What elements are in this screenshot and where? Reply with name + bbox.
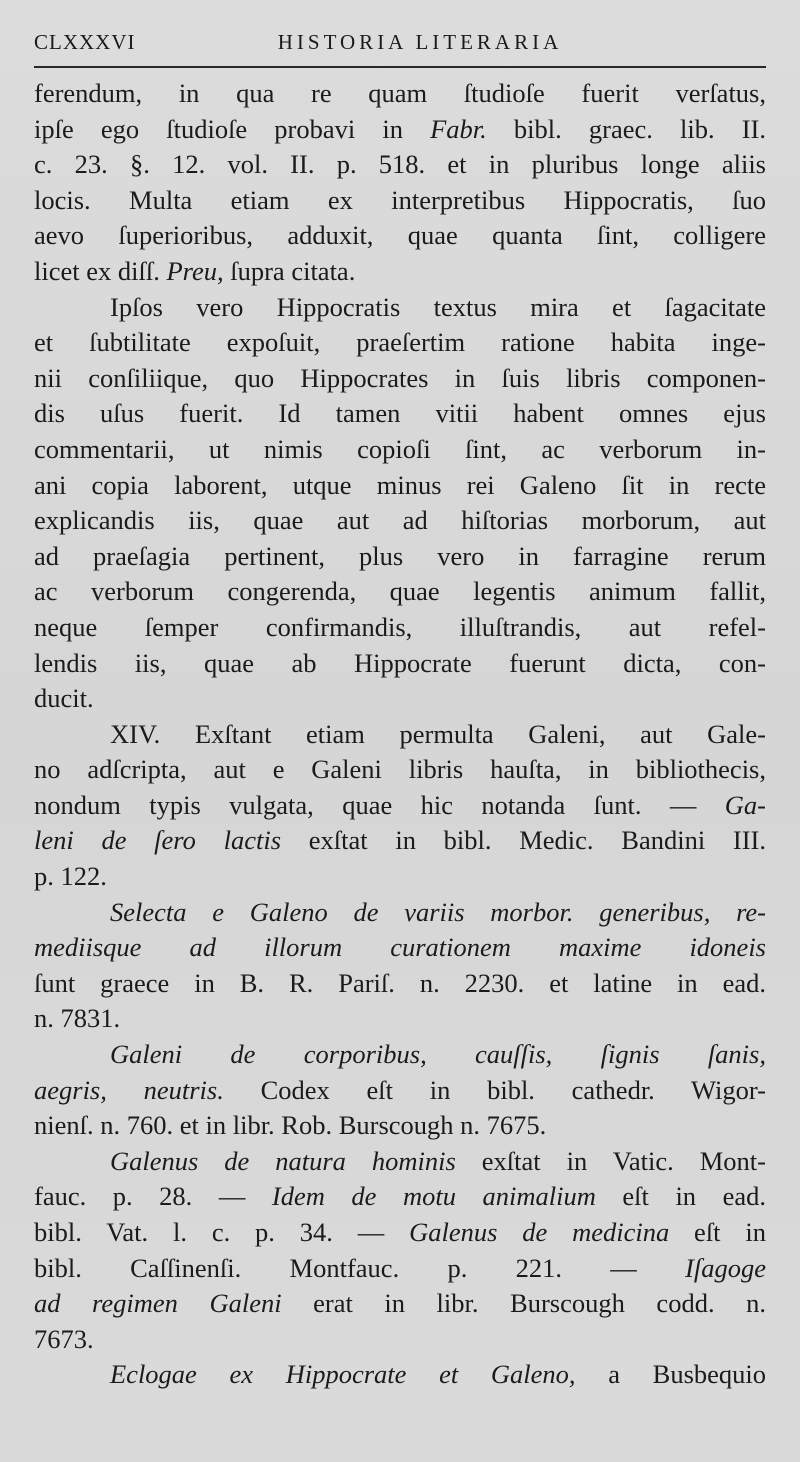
- text-segment: nienſ. n. 760. et in libr. Rob. Burscough n. 7675.: [34, 1110, 547, 1141]
- text-segment: lendis iis, quae ab Hippocrate fuerunt dicta, con-: [34, 647, 766, 678]
- italic-text: Galenus de medicina: [409, 1217, 670, 1247]
- text-line: [34, 218, 766, 254]
- italic-text: aegris, neutris.: [34, 1074, 224, 1105]
- text-line: [34, 823, 766, 859]
- text-segment: aevo ſuperioribus, adduxit, quae quanta ſint, colligere: [34, 220, 766, 251]
- text-line: [34, 1001, 766, 1037]
- text-segment: XIV. Exſtant etiam permulta Galeni, aut Gale-: [110, 718, 766, 749]
- text-segment: dis uſus fuerit. Id tamen vitii habent omnes ejus: [34, 398, 766, 429]
- italic-text: Preu,: [166, 255, 224, 286]
- italic-text: Selecta e Galeno de variis morbor. generibus, re-: [110, 896, 766, 927]
- text-line: [34, 76, 766, 112]
- text-segment: erat in libr. Burscough codd. n.: [281, 1288, 766, 1319]
- text-line: [34, 539, 766, 575]
- text-line: [34, 1037, 766, 1073]
- text-segment: Ipſos vero Hippocratis textus mira et ſagacitate: [110, 291, 766, 322]
- text-line: [34, 788, 766, 824]
- text-segment: commentarii, ut nimis copioſi ſint, ac verborum in-: [34, 433, 766, 464]
- italic-text: ad regimen Galeni: [34, 1288, 282, 1319]
- text-line: [34, 752, 766, 788]
- text-segment: ipſe ego ſtudioſe probavi in: [34, 113, 431, 144]
- text-line: [34, 1144, 766, 1180]
- text-segment: locis. Multa etiam ex interpretibus Hippocratis, ſuo: [34, 184, 766, 215]
- text-segment: neque ſemper confirmandis, illuſtrandis, aut refel-: [34, 611, 766, 642]
- italic-text: mediisque ad illorum curationem maxime idoneis: [34, 932, 766, 963]
- text-line: [34, 254, 766, 290]
- text-line: [34, 1251, 766, 1287]
- text-line: [34, 930, 766, 966]
- text-segment: ſupra citata.: [223, 255, 356, 286]
- text-line: [34, 1357, 766, 1393]
- text-segment: bibl. Vat. l. c. p. 34. —: [34, 1217, 410, 1247]
- text-line: [34, 895, 766, 931]
- body-text: [34, 76, 766, 1393]
- text-segment: 7673.: [34, 1323, 94, 1354]
- text-segment: licet ex diſſ.: [34, 255, 167, 286]
- text-segment: bibl. Caſſinenſi. Montfauc. p. 221. —: [34, 1252, 686, 1283]
- text-line: [34, 681, 766, 717]
- text-line: [34, 112, 766, 148]
- text-line: [34, 468, 766, 504]
- text-segment: n. 7831.: [34, 1003, 121, 1034]
- page-number: CLXXXVI: [34, 30, 136, 54]
- text-segment: ac verborum congerenda, quae legentis animum fallit,: [34, 576, 766, 607]
- text-line: [34, 859, 766, 895]
- text-segment: nondum typis vulgata, quae hic notanda ſunt. —: [34, 789, 725, 820]
- italic-text: Iſagoge: [685, 1252, 766, 1283]
- text-line: [34, 1179, 766, 1215]
- text-segment: et ſubtilitate expoſuit, praeſertim ratione habita inge-: [34, 327, 766, 358]
- text-line: [34, 396, 766, 432]
- text-line: [34, 1322, 766, 1358]
- text-line: [34, 503, 766, 539]
- text-line: [34, 147, 766, 183]
- text-line: [34, 610, 766, 646]
- text-line: [34, 574, 766, 610]
- text-segment: Codex eſt in bibl. cathedr. Wigor-: [223, 1074, 766, 1105]
- italic-text: Fabr.: [430, 113, 487, 144]
- text-line: [34, 1215, 766, 1251]
- text-segment: ani copia laborent, utque minus rei Galeno ſit in recte: [34, 469, 766, 500]
- text-segment: nii conſiliique, quo Hippocrates in ſuis libris componen-: [34, 362, 766, 393]
- text-segment: ducit.: [34, 683, 94, 714]
- italic-text: leni de ſero lactis: [34, 825, 282, 856]
- text-line: [34, 1073, 766, 1109]
- text-line: [34, 1108, 766, 1144]
- text-segment: ſunt graece in B. R. Pariſ. n. 2230. et latine in ead.: [34, 967, 766, 998]
- text-segment: eſt in: [669, 1217, 766, 1247]
- text-line: [34, 325, 766, 361]
- italic-text: Galeni de corporibus, cauſſis, ſignis ſanis,: [110, 1039, 766, 1070]
- text-segment: fauc. p. 28. —: [34, 1181, 272, 1212]
- text-segment: a Busbequio: [575, 1359, 766, 1390]
- running-title: HISTORIA LITERARIA: [277, 30, 563, 54]
- text-line: [34, 361, 766, 397]
- text-segment: ad praeſagia pertinent, plus vero in farragine rerum: [34, 540, 766, 571]
- text-line: [34, 717, 766, 753]
- italic-text: Ga-: [724, 789, 766, 820]
- text-segment: c. 23. §. 12. vol. II. p. 518. et in pluribus longe aliis: [34, 149, 766, 180]
- text-segment: no adſcripta, aut e Galeni libris hauſta, in bibliothecis,: [34, 754, 766, 785]
- text-segment: explicandis iis, quae aut ad hiſtorias morborum, aut: [34, 505, 766, 536]
- text-segment: exſtat in bibl. Medic. Bandini III.: [281, 825, 766, 856]
- italic-text: Eclogae ex Hippocrate et Galeno,: [110, 1359, 576, 1390]
- text-line: [34, 290, 766, 326]
- text-line: [34, 432, 766, 468]
- text-line: [34, 183, 766, 219]
- text-segment: eſt in ead.: [595, 1181, 766, 1212]
- text-segment: bibl. graec. lib. II.: [486, 113, 766, 144]
- italic-text: Idem de motu animalium: [271, 1181, 596, 1212]
- text-segment: exſtat in Vatic. Mont-: [455, 1145, 766, 1176]
- text-line: [34, 1286, 766, 1322]
- text-line: [34, 646, 766, 682]
- italic-text: Galenus de natura hominis: [110, 1145, 456, 1176]
- running-head: [34, 30, 766, 68]
- text-segment: p. 122.: [34, 861, 107, 892]
- text-segment: ferendum, in qua re quam ſtudioſe fuerit verſatus,: [34, 78, 766, 108]
- text-line: [34, 966, 766, 1002]
